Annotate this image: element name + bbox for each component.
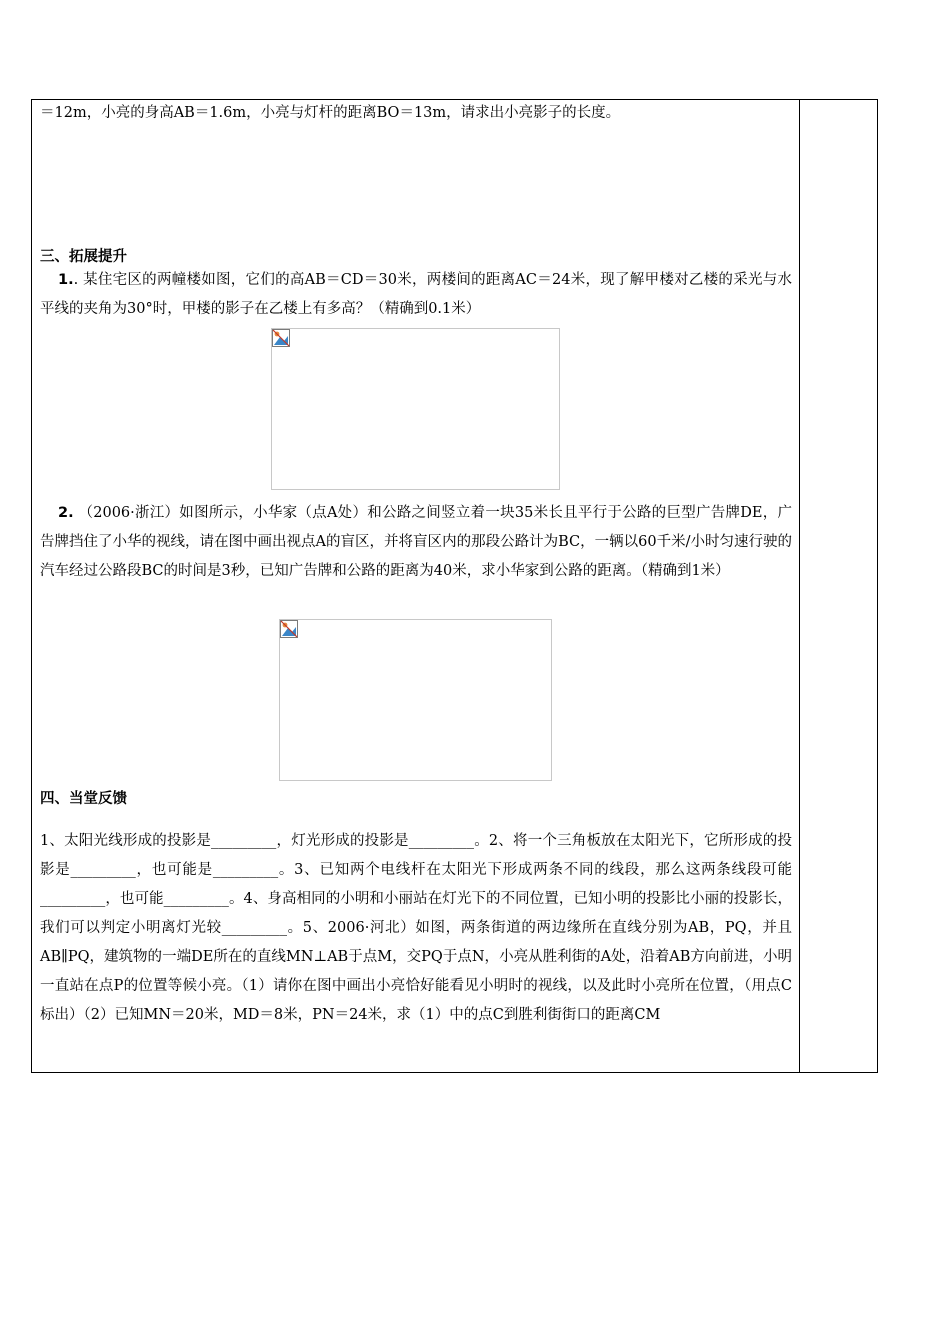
problem-continuation-line: ＝12m，小亮的身高AB＝1.6m，小亮与灯杆的距离BO＝13m，请求出小亮影子的长度。 xyxy=(40,105,621,121)
question-1 xyxy=(40,266,792,324)
section-4-heading: 四、当堂反馈 xyxy=(40,791,127,807)
question-2-text: （2006·浙江）如图所示，小华家（点A处）和公路之间竖立着一块35米长且平行于公路的巨型广告牌DE，广告牌挡住了小华的视线，请在图中画出视点A的盲区，并将盲区内的那段公路计为BC，一辆以60千米/小时匀速行驶的汽车经过公路段BC的时间是3秒，已知广告牌和公路的距离为40米，求小华家到公路的距离。（精确到1米） xyxy=(40,505,792,579)
broken-image-icon xyxy=(272,329,290,347)
broken-image-icon xyxy=(280,620,298,638)
table-column-divider xyxy=(799,99,800,1073)
section-3-heading: 三、拓展提升 xyxy=(40,249,127,265)
question-1-number: 1. xyxy=(58,272,74,288)
question-2-number: 2. xyxy=(58,505,74,521)
question-2 xyxy=(40,499,792,586)
figure-two-buildings xyxy=(271,328,560,490)
feedback-exercises: 1、太阳光线形成的投影是_________，灯光形成的投影是_________。2、将一个三角板放在太阳光下，它所形成的投影是_________，也可能是_________。3、已知两个电线杆在太阳光下形成两条不同的线段，那么这两条线段可能_________，也可能_________。4、身高相同的小明和小丽站在灯光下的不同位置，已知小明的投影比小丽的投影长，我们可以判定小明离灯光较_________。5、2006·河北）如图，两条街道的两边缘所在直线分别为AB，PQ，并且AB∥PQ，建筑物的一端DE所在的直线MN⊥AB于点M，交PQ于点N，小亮从胜利街的A处，沿着AB方向前进，小明一直站在点P的位置等候小亮。（1）请你在图中画出小亮恰好能看见小明时的视线，以及此时小亮所在位置，（用点C标出）（2）已知MN＝20米，MD＝8米，PN＝24米，求（1）中的点C到胜利街街口的距离CM xyxy=(40,833,792,1023)
question-1-text: . 某住宅区的两幢楼如图，它们的高AB＝CD＝30米，两楼间的距离AC＝24米，现了解甲楼对乙楼的采光与水平线的夹角为30°时，甲楼的影子在乙楼上有多高？（精确到0.1米） xyxy=(40,272,792,317)
figure-billboard xyxy=(279,619,552,781)
